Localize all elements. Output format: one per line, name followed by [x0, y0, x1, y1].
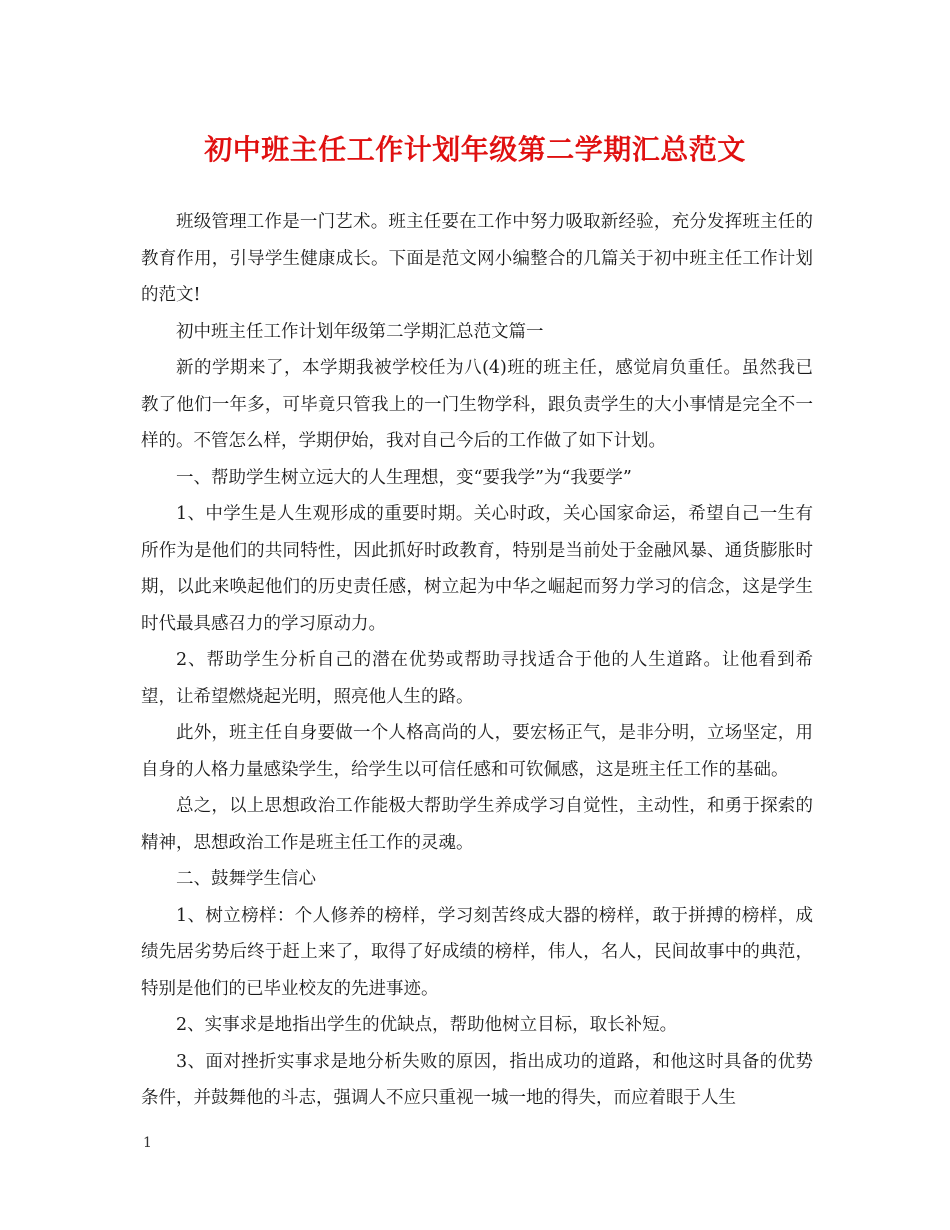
- page-number: 1: [143, 1135, 152, 1151]
- paragraph-teacher-role: 此外，班主任自身要做一个人格高尚的人，要宏杨正气，是非分明，立场坚定，用自身的人格力量感染学生，给学生以可信任感和可钦佩感，这是班主任工作的基础。: [141, 723, 813, 780]
- paragraph-opening: 新的学期来了，本学期我被学校任为八(4)班的班主任，感觉肩负重任。虽然我已教了他们一年多，可毕竟只管我上的一门生物学科，跟负责学生的大小事情是完全不一样的。不管怎么样，学期伊始，我对自己今后的工作做了如下计划。: [141, 358, 813, 451]
- section-heading-confidence: 二、鼓舞学生信心: [176, 869, 316, 889]
- paragraph-intro: 班级管理工作是一门艺术。班主任要在工作中努力吸取新经验，充分发挥班主任的教育作用，引导学生健康成长。下面是范文网小编整合的几篇关于初中班主任工作计划的范文!: [141, 212, 813, 305]
- document-title: 初中班主任工作计划年级第二学期汇总范文: [204, 133, 746, 166]
- paragraph-item-1: 1、中学生是人生观形成的重要时期。关心时政，关心国家命运，希望自己一生有所作为是他们的共同特性，因此抓好时政教育，特别是当前处于金融风暴、通货膨胀时期，以此来唤起他们的历史责任感，树立起为中华之崛起而努力学习的信念，这是学生时代最具感召力的学习原动力。: [141, 504, 813, 634]
- paragraph-item-2: 2、帮助学生分析自己的潜在优势或帮助寻找适合于他的人生道路。让他看到希望，让希望燃烧起光明，照亮他人生的路。: [141, 650, 813, 707]
- section-heading-ideals: 一、帮助学生树立远大的人生理想，变“要我学”为“我要学”: [176, 467, 632, 488]
- document-body: [141, 204, 813, 1117]
- paragraph-role-models: 1、树立榜样：个人修养的榜样，学习刻苦终成大器的榜样，敢于拼搏的榜样，成绩先居劣势后终于赶上来了，取得了好成绩的榜样，伟人，名人，民间故事中的典范，特别是他们的已毕业校友的先进事迹。: [141, 905, 813, 999]
- paragraph-strengths: 2、实事求是地指出学生的优缺点，帮助他树立目标，取长补短。: [176, 1015, 678, 1035]
- paragraph-setbacks: 3、面对挫折实事求是地分析失败的原因，指出成功的道路，和他这时具备的优势条件，并鼓舞他的斗志，强调人不应只重视一城一地的得失，而应着眼于人生: [141, 1051, 813, 1108]
- section-heading-part-one: 初中班主任工作计划年级第二学期汇总范文篇一: [176, 321, 544, 342]
- paragraph-summary: 总之，以上思想政治工作能极大帮助学生养成学习自觉性，主动性，和勇于探索的精神，思想政治工作是班主任工作的灵魂。: [141, 796, 813, 853]
